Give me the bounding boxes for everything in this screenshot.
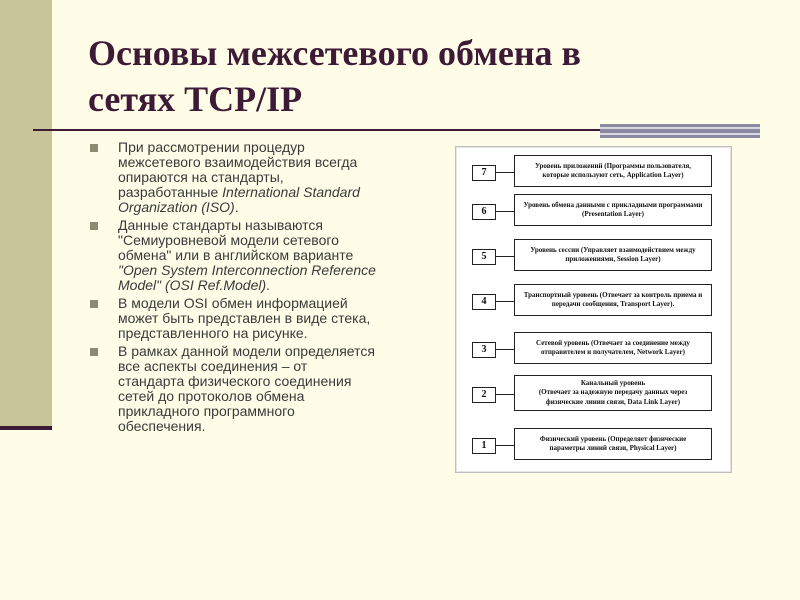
layer-number: 6 bbox=[472, 204, 496, 220]
layer-connector bbox=[496, 211, 514, 212]
osi-layer-2 bbox=[456, 377, 731, 413]
layer-label: Канальный уровень (Отвечает за надежную передачу данных через физические линии связи, Data Link Layer) bbox=[514, 375, 712, 411]
layer-connector bbox=[496, 301, 514, 302]
slide-title-line-1: Основы межсетевого обмена в bbox=[88, 33, 581, 73]
osi-layer-4 bbox=[456, 284, 731, 320]
layer-label: Физический уровень (Определяет физические параметры линий связи, Physical Layer) bbox=[514, 428, 712, 460]
left-decor-band-edge bbox=[0, 426, 52, 430]
layer-connector bbox=[496, 256, 514, 257]
bullet-tail: . bbox=[234, 199, 239, 215]
layer-label: Транспортный уровень (Отвечает за контроль приема и передачи сообщения, Transport Layer). bbox=[514, 284, 712, 316]
bullet-item bbox=[88, 218, 418, 293]
osi-layer-5 bbox=[456, 239, 731, 275]
accent-stripe bbox=[600, 127, 760, 129]
title-accent-bar bbox=[600, 124, 760, 138]
bullet-tail: . bbox=[266, 277, 271, 293]
accent-stripe bbox=[600, 133, 760, 135]
osi-layer-1 bbox=[456, 428, 731, 464]
layer-connector bbox=[496, 445, 514, 446]
square-bullet-icon bbox=[90, 144, 98, 152]
slide-title-line-2: сетях TCP/IP bbox=[88, 79, 303, 119]
osi-layer-6 bbox=[456, 194, 731, 230]
bullet-emphasis: "Open System Interconnection Reference Model" (OSI Ref.Model) bbox=[118, 262, 376, 293]
layer-number: 7 bbox=[472, 165, 496, 181]
layer-label: Уровень обмена данными с прикладными программами (Presentation Layer) bbox=[514, 194, 712, 226]
osi-model-figure bbox=[455, 146, 732, 473]
bullet-item bbox=[88, 296, 418, 341]
bullet-item bbox=[88, 140, 418, 215]
bullet-text: В рамках данной модели определяется все аспекты соединения – от стандарта физического соединения сетей до протоколов обмена прикладного программного обеспечения. bbox=[118, 343, 375, 434]
left-decor-band bbox=[0, 0, 52, 430]
layer-label: Уровень приложений (Программы пользователя, которые используют сеть, Application Layer) bbox=[514, 155, 712, 187]
layer-number: 2 bbox=[472, 387, 496, 403]
square-bullet-icon bbox=[90, 300, 98, 308]
bullet-text: Данные стандарты называются "Семиуровневой модели сетевого обмена" или в английском варианте bbox=[118, 217, 354, 263]
layer-number: 3 bbox=[472, 342, 496, 358]
layer-connector bbox=[496, 394, 514, 395]
osi-layer-3 bbox=[456, 332, 731, 368]
bullet-list bbox=[88, 140, 418, 437]
bullet-text: В модели OSI обмен информацией может быть представлен в виде стека, представленного на рисунке. bbox=[118, 295, 371, 341]
bullet-emphasis: International Standard Organization (ISO) bbox=[118, 184, 360, 215]
layer-connector bbox=[496, 172, 514, 173]
layer-number: 4 bbox=[472, 294, 496, 310]
layer-number: 1 bbox=[472, 438, 496, 454]
layer-label: Сетевой уровень (Отвечает за соединение между отправителем и получателем, Network Layer) bbox=[514, 332, 712, 364]
square-bullet-icon bbox=[90, 348, 98, 356]
bullet-text: При рассмотрении процедур межсетевого взаимодействия всегда опираются на стандарты, разработанные bbox=[118, 139, 358, 200]
square-bullet-icon bbox=[90, 222, 98, 230]
layer-label: Уровень сессии (Управляет взаимодействием между приложениями, Session Layer) bbox=[514, 239, 712, 271]
slide-title bbox=[88, 30, 708, 122]
layer-number: 5 bbox=[472, 249, 496, 265]
bullet-item bbox=[88, 344, 418, 434]
osi-layer-7 bbox=[456, 155, 731, 191]
layer-connector bbox=[496, 349, 514, 350]
